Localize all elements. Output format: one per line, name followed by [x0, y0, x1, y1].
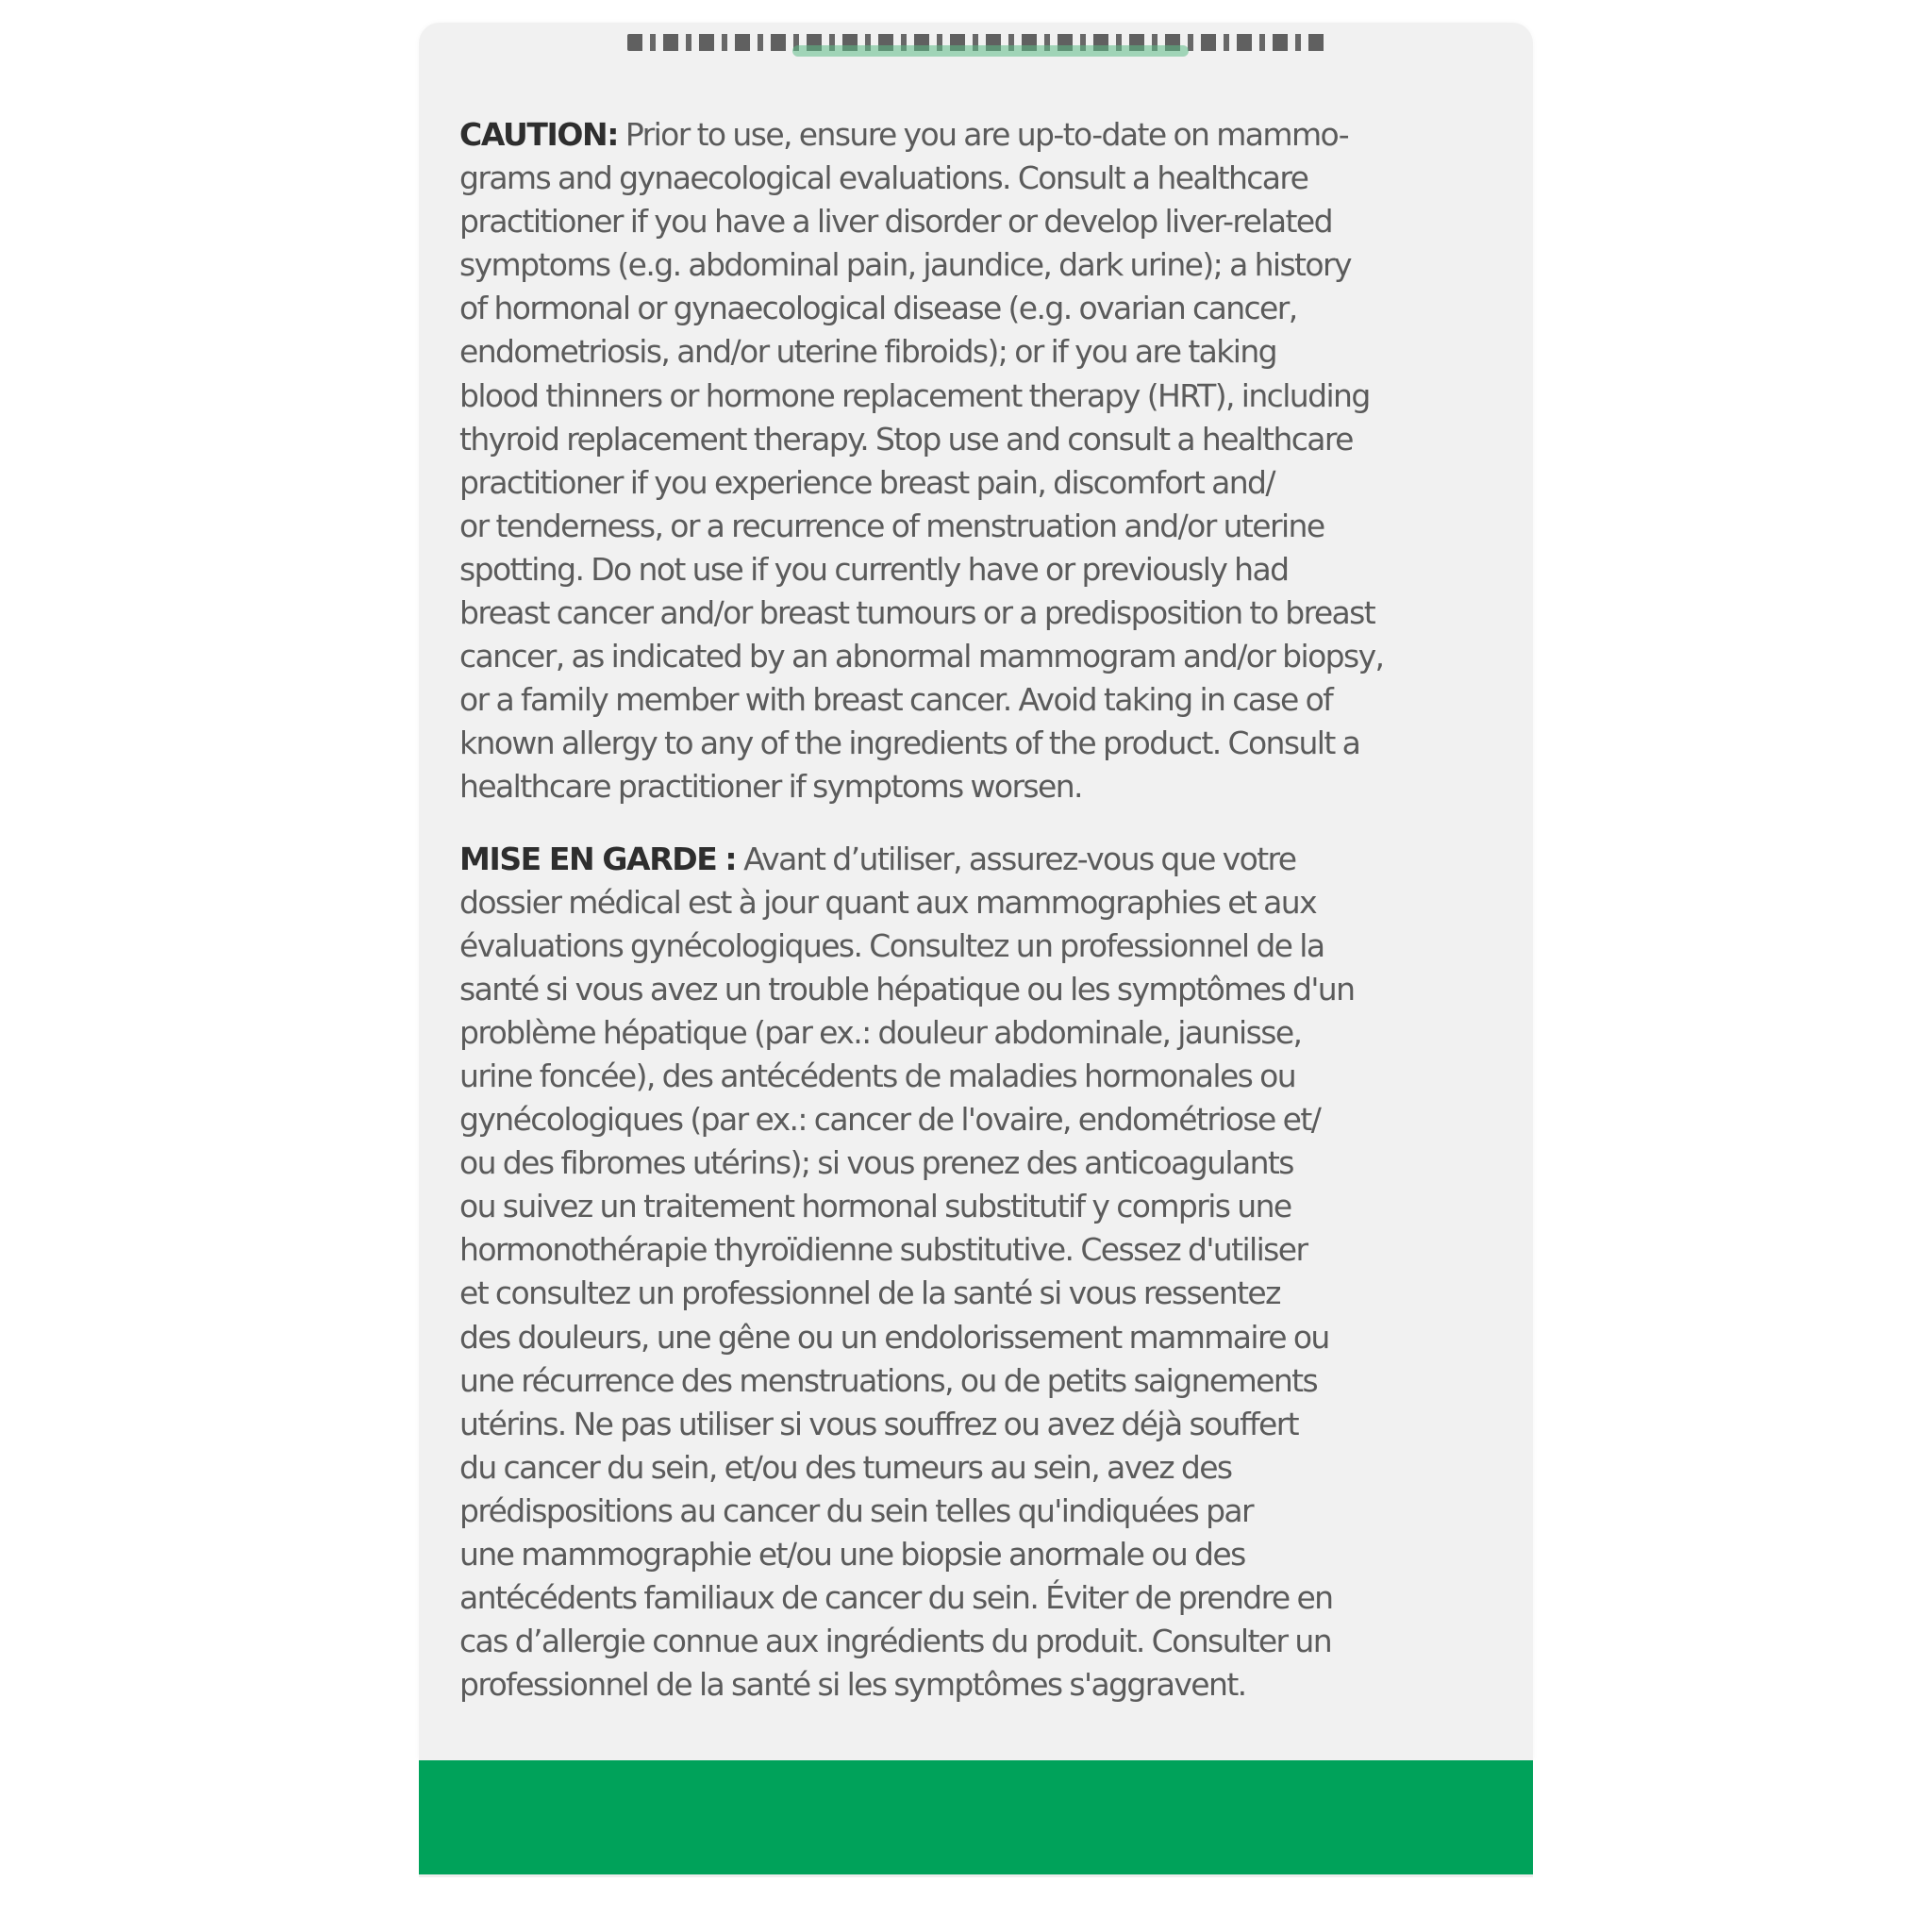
caution-body: Prior to use, ensure you are up-to-date on mammo- grams and gynaecological evaluations. Consult a healthcare practitioner if you have a liver disorder or develop liver-related symptoms (e.g. abdominal pain, jaundice, dark urine); a history of hormonal or gynaecological disease (e.g. ovarian cancer, endometriosis, and/or uterine fibroids); or if you are taking blood thinners or hormone replacement therapy (HRT), including thyroid replacement therapy. Stop use and consult a healthcare practitioner if you experience breast pain, discomfort and/ or tenderness, or a recurrence of menstruation and/or uterine spotting. Do not use if you currently have or previously had breast cancer and/or breast tumours or a predisposition to breast cancer, as indicated by an abnormal mammogram and/or biopsy, or a family member with breast cancer. Avoid taking in case of known allergy to any of the ingredients of the product. Consult a healthcare practitioner if symptoms worsen.: [459, 116, 1384, 806]
caution-label: CAUTION:: [459, 116, 618, 153]
mise-en-garde-paragraph: [459, 838, 1497, 1707]
warning-text-block: [459, 113, 1497, 1707]
caution-paragraph: [459, 113, 1497, 809]
cropped-heading-underline: [792, 45, 1189, 57]
panel-bottom-edge: [419, 1874, 1533, 1877]
mise-en-garde-body: Avant d’utiliser, assurez-vous que votre dossier médical est à jour quant aux mammographies et aux évaluations gynécologiques. Consultez un professionnel de la santé si vous avez un trouble hépatique ou les symptômes d'un problème hépatique (par ex.: douleur abdominale, jaunisse, urine foncée), des antécédents de maladies hormonales ou gynécologiques (par ex.: cancer de l'ovaire, endométriose et/ ou des fibromes utérins); si vous prenez des anticoagulants ou suivez un traitement hormonal substitutif y compris une hormonothérapie thyroïdienne substitutive. Cessez d'utiliser et consultez un professionnel de la santé si vous ressentez des douleurs, une gêne ou un endolorissement mammaire ou une récurrence des menstruations, ou de petits saignements utérins. Ne pas utiliser si vous souffrez ou avez déjà souffert du cancer du sein, et/ou des tumeurs au sein, avez des prédispositions au cancer du sein telles qu'indiquées par une mammographie et/ou une biopsie anormale ou des antécédents familiaux de cancer du sein. Éviter de prendre en cas d’allergie connue aux ingrédients du produit. Consulter un professionnel de la santé si les symptômes s'aggravent.: [459, 840, 1355, 1704]
cropped-heading-strip: [627, 34, 1325, 58]
mise-en-garde-label: MISE EN GARDE :: [459, 840, 737, 877]
brand-green-band: [419, 1760, 1533, 1874]
